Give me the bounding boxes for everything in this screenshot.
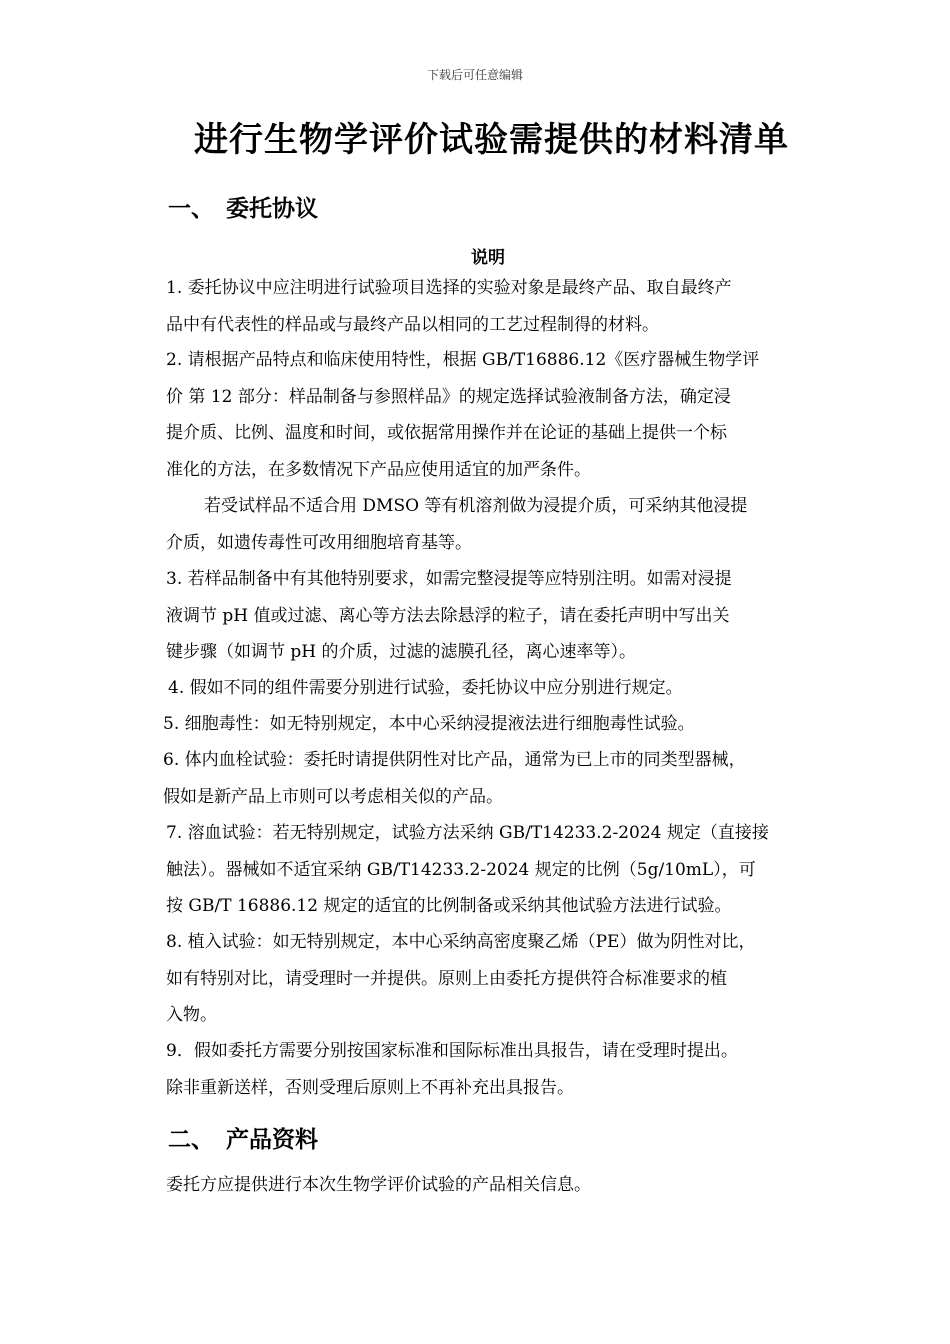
- text-line: 品中有代表性的样品或与最终产品以相同的工艺过程制得的材料。: [166, 314, 659, 335]
- text-line: 9．假如委托方需要分别按国家标准和国际标准出具报告，请在受理时提出。: [166, 1041, 738, 1061]
- text-line: 5. 细胞毒性：如无特别规定，本中心采纳浸提液法进行细胞毒性试验。: [163, 714, 695, 734]
- text-line: 触法）。器械如不适宜采纳 GB/T14233.2-2024 规定的比例（5g/10mL），可: [166, 859, 756, 880]
- section-heading-1: [168, 190, 318, 223]
- section-body: [166, 1167, 816, 1204]
- text-line: 假如是新产品上市则可以考虑相关似的产品。: [163, 786, 503, 807]
- text-line: 若受试样品不适合用 DMSO 等有机溶剂做为浸提介质，可采纳其他浸提: [204, 496, 748, 516]
- document-title: 进行生物学评价试验需提供的材料清单: [194, 120, 789, 160]
- text-line: 准化的方法，在多数情况下产品应使用适宜的加严条件。: [166, 459, 591, 480]
- section-number: 一、: [168, 196, 214, 222]
- section-number: 二、: [168, 1127, 214, 1153]
- text-line: 6. 体内血栓试验：委托时请提供阴性对比产品，通常为已上市的同类型器械，: [163, 750, 746, 770]
- text-line: 1. 委托协议中应注明进行试验项目选择的实验对象是最终产品、取自最终产: [166, 278, 732, 298]
- list-item: [166, 1033, 816, 1106]
- list-item: [168, 670, 818, 707]
- header-note: 下载后可任意编辑: [426, 68, 523, 82]
- subheading-explanation: 说明: [471, 248, 505, 268]
- text-line: 如有特别对比，请受理时一并提供。原则上由委托方提供符合标准要求的植: [166, 968, 727, 989]
- text-line: 除非重新送样，否则受理后原则上不再补充出具报告。: [166, 1077, 574, 1098]
- section-title: 产品资料: [226, 1127, 318, 1153]
- section-heading-2: [168, 1121, 318, 1154]
- list-item: [166, 924, 816, 1034]
- list-item: [163, 742, 813, 815]
- list-item: [166, 488, 816, 561]
- section-title: 委托协议: [226, 196, 318, 222]
- text-line: 价 第 12 部分：样品制备与参照样品》的规定选择试验液制备方法，确定浸: [166, 386, 731, 407]
- list-item: [166, 815, 816, 925]
- text-line: 提介质、比例、温度和时间，或依据常用操作并在论证的基础上提供一个标: [166, 423, 727, 443]
- text-line: 介质，如遗传毒性可改用细胞培育基等。: [166, 532, 472, 553]
- list-item: [166, 342, 816, 488]
- text-line: 入物。: [166, 1005, 217, 1025]
- text-line: 7. 溶血试验：若无特别规定，试验方法采纳 GB/T14233.2-2024 规定（直接接: [166, 823, 769, 843]
- text-line: 3. 若样品制备中有其他特别要求，如需完整浸提等应特别注明。如需对浸提: [166, 569, 732, 589]
- list-item: [166, 270, 816, 343]
- text-line: 委托方应提供进行本次生物学评价试验的产品相关信息。: [166, 1175, 591, 1195]
- list-item: [166, 561, 816, 671]
- text-line: 8. 植入试验：如无特别规定，本中心采纳高密度聚乙烯（PE）做为阴性对比，: [166, 932, 756, 952]
- text-line: 键步骤（如调节 pH 的介质，过滤的滤膜孔径，离心速率等）。: [166, 642, 637, 662]
- text-line: 按 GB/T 16886.12 规定的适宜的比例制备或采纳其他试验方法进行试验。: [166, 896, 732, 916]
- text-line: 4. 假如不同的组件需要分别进行试验，委托协议中应分别进行规定。: [168, 678, 683, 698]
- list-item: [163, 706, 813, 743]
- text-line: 液调节 pH 值或过滤、离心等方法去除悬浮的粒子，请在委托声明中写出关: [166, 605, 730, 626]
- text-line: 2. 请根据产品特点和临床使用特性，根据 GB/T16886.12《医疗器械生物学评: [166, 350, 760, 370]
